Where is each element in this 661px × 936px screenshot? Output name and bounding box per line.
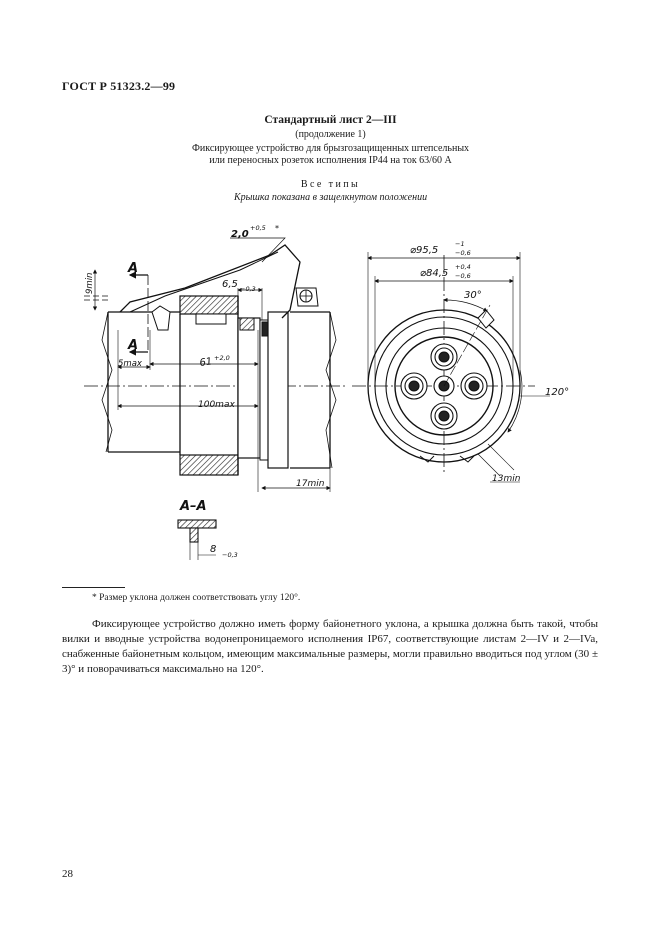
len-61-tol: +2,0 [214, 354, 230, 362]
pin-top [431, 344, 457, 370]
depth-tol: −0,3 [240, 285, 256, 293]
page-number: 28 [62, 868, 73, 880]
pin-bottom [431, 403, 457, 429]
dia-84-tol-up: +0,4 [455, 263, 471, 271]
section-dim-tol: −0,3 [222, 551, 238, 559]
gap-13-dim: 13min [492, 474, 521, 484]
standard-code: ГОСТ Р 51323.2—99 [62, 79, 176, 93]
len-17-dim: 17min [296, 479, 325, 489]
slot-width-star: * [275, 224, 279, 233]
requirements-paragraph: Фиксирующее устройство должно иметь форму байонетного уклона, а крышка должна быть такой, чтобы вилки и вводные устройства водонепроницаемого исполнения IP67, соответствующие листам 2—IV и 2—IVa, снабженные байонетным кольцом, имеющим максимальные размеры, могли правильно вводиться под углом (30 ± 3)° и поворачиваться максимально на 120°. [62, 618, 598, 675]
flange-plate [238, 318, 260, 458]
housing-outline [108, 312, 180, 452]
section-letter-upper: А [128, 261, 139, 276]
description-line-1: Фиксирующее устройство для брызгозащищенных штепсельных [191, 143, 470, 154]
len-100-dim: 100max [198, 400, 235, 410]
dia-95-tol-up: −1 [455, 240, 465, 248]
dia-95-tol-low: −0,6 [455, 249, 471, 257]
section-profile [178, 520, 216, 528]
ring-section-lower [180, 455, 238, 475]
section-label: А–А [180, 499, 207, 514]
front-view [352, 252, 550, 482]
len-9-dim: 9min [85, 272, 95, 294]
angle-120-dim: 120° [545, 387, 570, 398]
cover-position-note: Крышка показана в защелкнутом положении [233, 192, 428, 203]
sheet-title: Стандартный лист 2—III [264, 114, 397, 126]
section-letter-lower: А [128, 338, 139, 353]
continuation-note: (продолжение 1) [295, 129, 366, 140]
section-dim: 8 [210, 544, 217, 555]
dia-84-dim: ⌀84,5 [420, 268, 449, 279]
description-line-2: или переносных розеток исполнения IP44 на ток 63/60 А [209, 155, 452, 166]
all-types-label: Все типы [300, 179, 361, 190]
ring-section-upper [180, 296, 238, 314]
depth-dim: 6,5 [222, 279, 238, 290]
dia-95-dim: ⌀95,5 [410, 245, 439, 256]
slot-width-dim: 2,0 [231, 229, 249, 240]
len-61-dim: 61 [198, 356, 214, 369]
dia-84-tol-low: −0,6 [455, 272, 471, 280]
slot-width-tol: +0,5 [250, 224, 266, 232]
footnote: * Размер уклона должен соответствовать углу 120°. [92, 593, 301, 603]
len-5-dim: 5max [118, 359, 142, 369]
angle-30-dim: 30° [464, 290, 482, 301]
pin-left [401, 373, 427, 399]
footnote-rule [62, 587, 125, 588]
pin-right [461, 373, 487, 399]
